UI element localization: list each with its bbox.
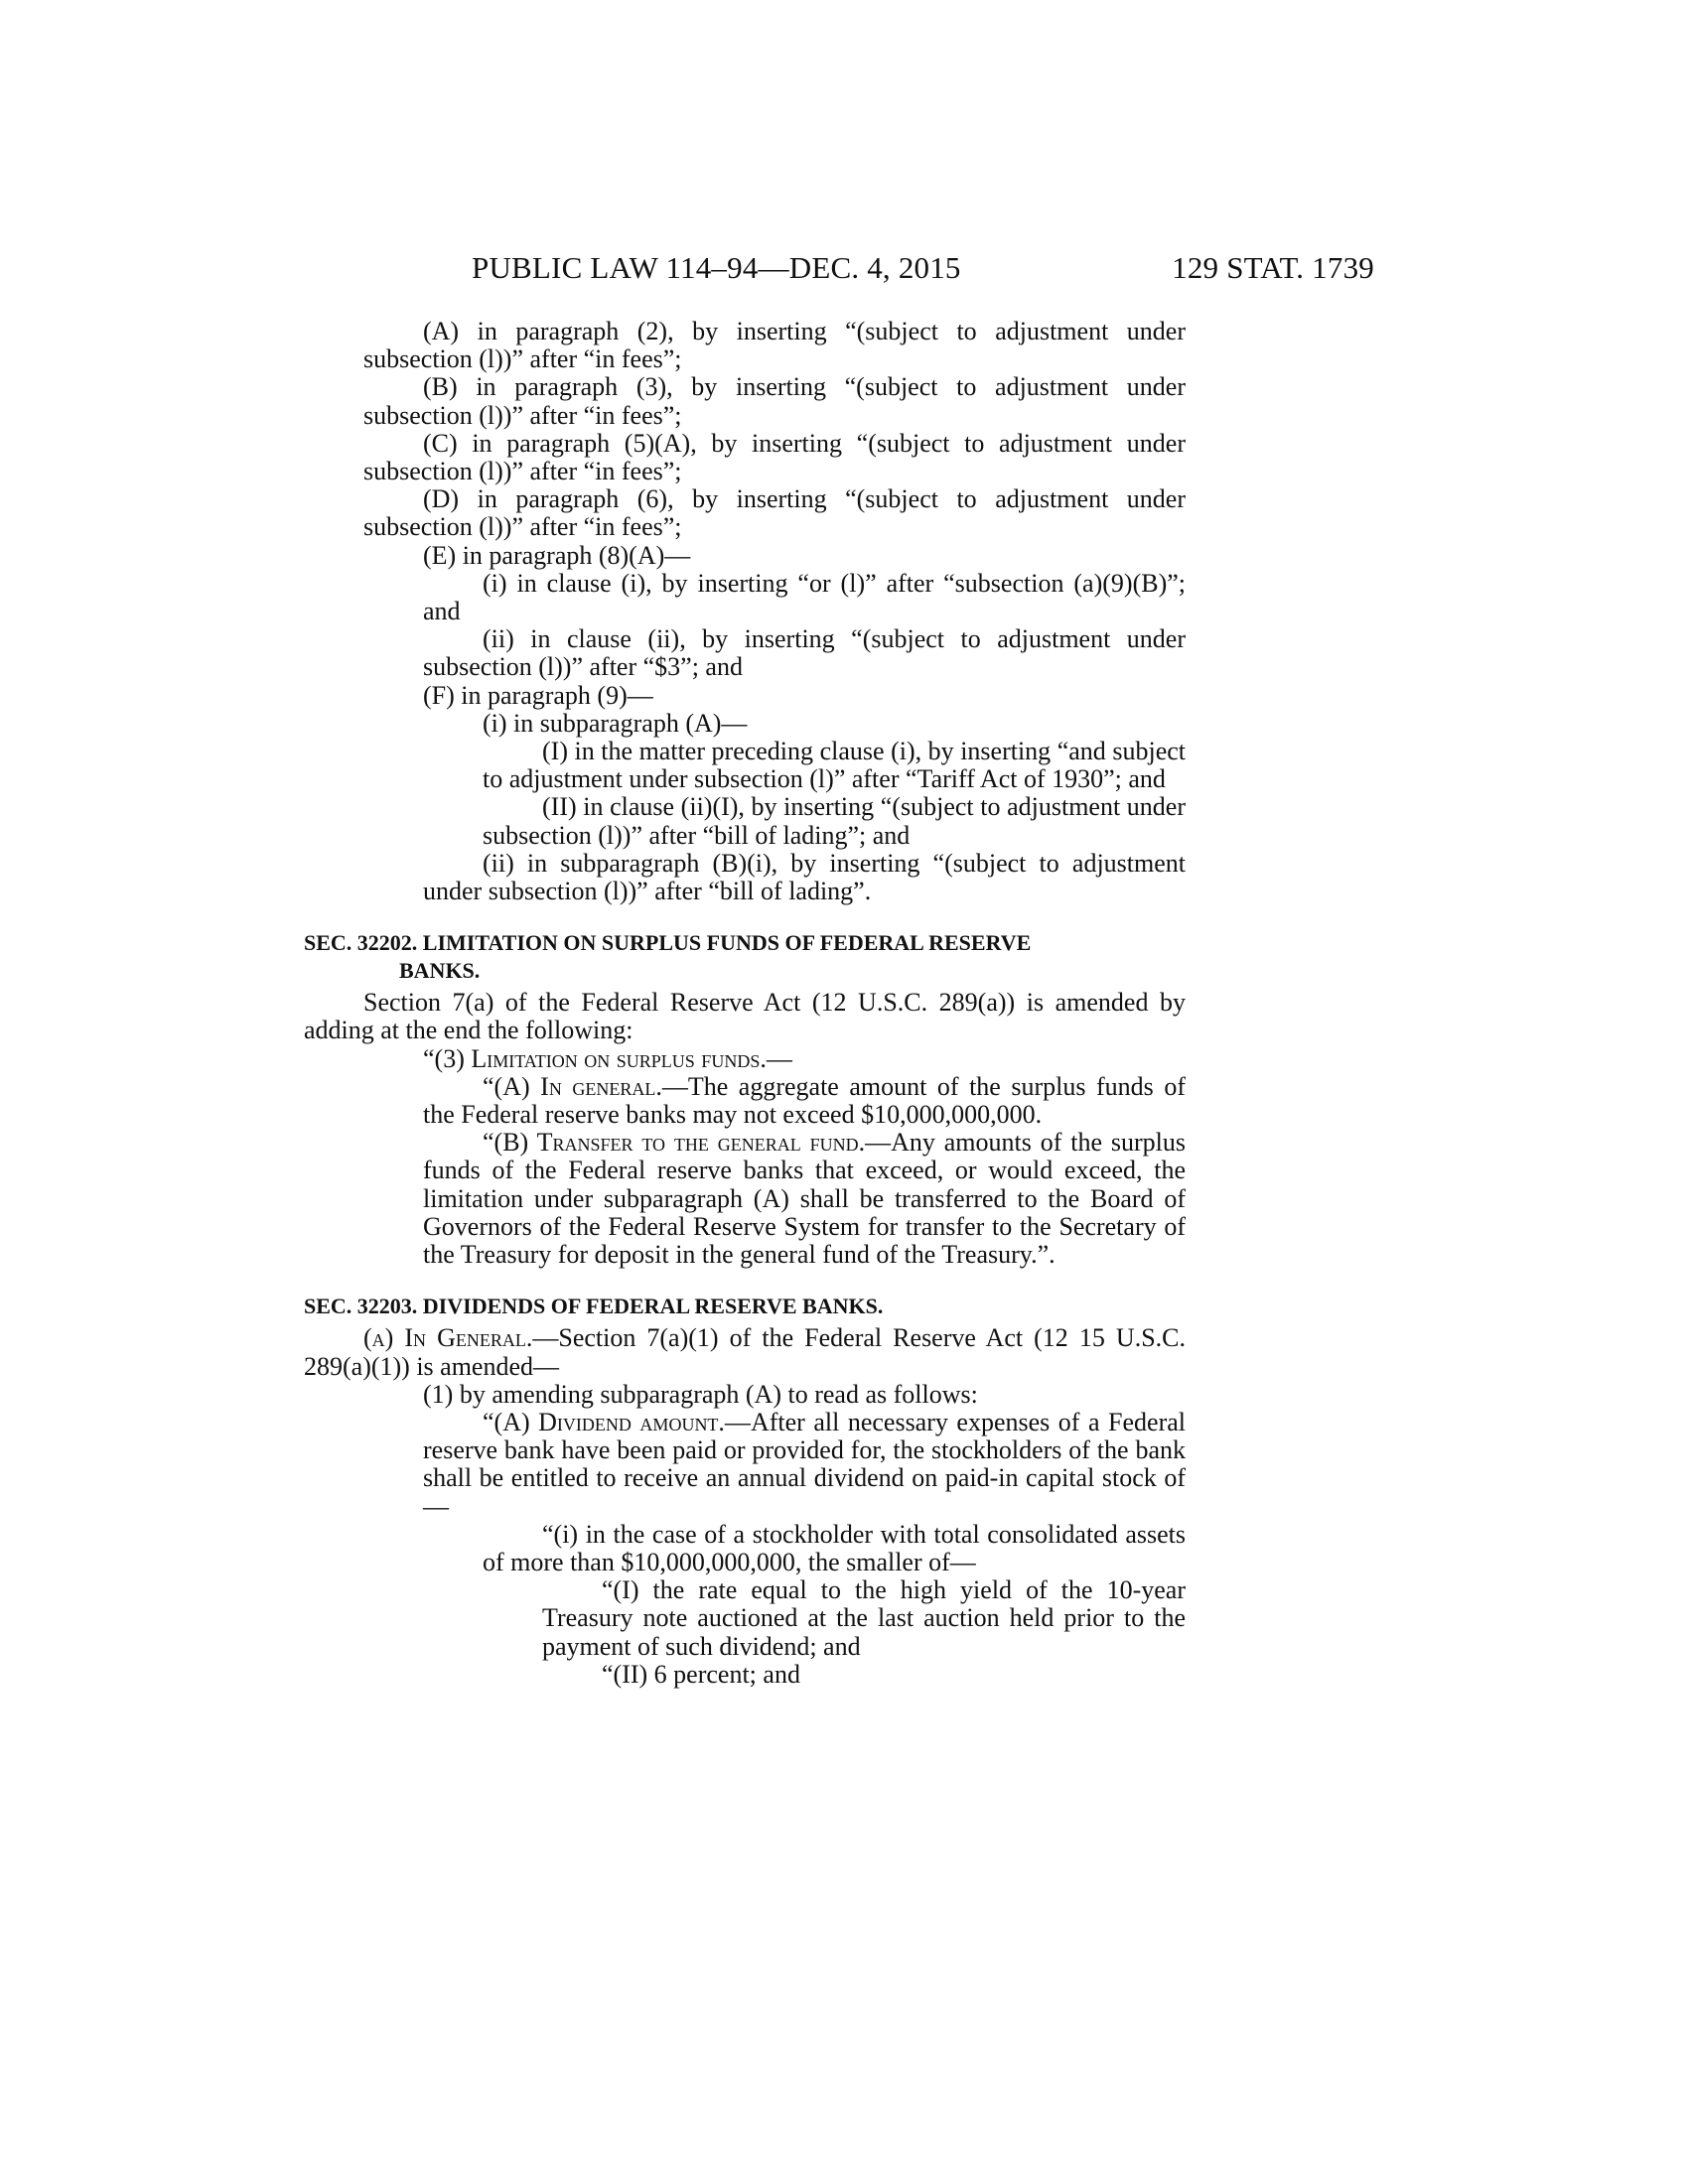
dividend-amount-label: “(A) Dividend amount.—	[483, 1407, 751, 1436]
section-heading-32203: SEC. 32203. DIVIDENDS OF FEDERAL RESERVE BANKS.	[304, 1294, 884, 1319]
amendment-subclause-f-i-II: (II) in clause (ii)(I), by inserting “(subject to adjustment under subsection (l))” after “bill of lading”; and	[483, 792, 1186, 850]
surplus-subparagraph-b-text: Any amounts of the surplus funds of the Federal reserve banks that exceed, or would exceed, the limitation under subparagraph (A) shall be transferred to the Board of Governors of the Federal Reserve System for transfer to the Secretary of the Treasury for deposit in the general fund of the Treasury.”.	[423, 1128, 1187, 1270]
dividend-amount-paragraph	[304, 1409, 1186, 1521]
amendment-clause-f-ii: (ii) in subparagraph (B)(i), by inserting “(subject to adjustment under subsection (l))” after “bill of lading”.	[423, 848, 1186, 906]
surplus-subparagraph-b	[304, 1129, 1186, 1269]
running-header	[298, 250, 1390, 294]
section-heading-32202	[304, 929, 1186, 985]
amendment-item-d: (D) in paragraph (6), by inserting “(subject to adjustment under subsection (l))” after “in fees”;	[363, 484, 1186, 542]
amendment-clause-f-i: (i) in subparagraph (A)—	[483, 708, 748, 738]
amendment-item-a: (A) in paragraph (2), by inserting “(subject to adjustment under subsection (l))” after “in fees”;	[363, 317, 1186, 374]
surplus-limitation-heading	[304, 1045, 1186, 1073]
dividends-item-1: (1) by amending subparagraph (A) to read as follows:	[423, 1379, 978, 1409]
header-page-number: 129 STAT. 1739	[1172, 250, 1374, 285]
dividends-subsection-a	[304, 1324, 1186, 1380]
amendment-item-e: (E) in paragraph (8)(A)—	[423, 540, 691, 570]
body-text	[304, 318, 1186, 1689]
surplus-subparagraph-a	[304, 1073, 1186, 1129]
surplus-limitation-label: “(3) Limitation on surplus funds.—	[423, 1043, 792, 1073]
amendment-clause-e-ii: (ii) in clause (ii), by inserting “(subject to adjustment under subsection (l))” after “$3”; and	[423, 624, 1186, 682]
section-heading-32202-line2: BANKS.	[399, 958, 481, 984]
amendment-item-b: (B) in paragraph (3), by inserting “(subject to adjustment under subsection (l))” after “in fees”;	[363, 372, 1186, 430]
amendment-item-c: (C) in paragraph (5)(A), by inserting “(subject to adjustment under subsection (l))” after “in fees”;	[363, 428, 1186, 486]
surplus-subparagraph-b-label: “(B) Transfer to the general fund.—	[483, 1128, 892, 1158]
surplus-subparagraph-a-label: “(A) In general.—	[483, 1071, 688, 1101]
amendment-item-f: (F) in paragraph (9)—	[423, 680, 653, 710]
dividend-amount-text: After all necessary expenses of a Federal reserve bank have been paid or provided for, the stockholders of the bank shall be entitled to receive an annual dividend on paid-in capital stock of—	[423, 1407, 1186, 1521]
dividends-subsection-a-label: (a) In General.—	[363, 1323, 559, 1353]
amendment-subclause-f-i-I: (I) in the matter preceding clause (i), by inserting “and subject to adjustment under subsection (l)” after “Tariff Act of 1930”; and	[483, 737, 1186, 794]
section-32202-intro: Section 7(a) of the Federal Reserve Act (12 U.S.C. 289(a)) is amended by adding at the end the following:	[304, 988, 1186, 1045]
amendment-clause-e-i: (i) in clause (i), by inserting “or (l)” after “subsection (a)(9)(B)”; and	[423, 568, 1186, 626]
header-citation: PUBLIC LAW 114–94—DEC. 4, 2015	[472, 250, 961, 285]
section-heading-32202-line1: SEC. 32202. LIMITATION ON SURPLUS FUNDS OF FEDERAL RESERVE	[304, 930, 1032, 956]
dividend-subclause-I: “(I) the rate equal to the high yield of the 10-year Treasury note auctioned at the last auction held prior to the payment of such dividend; and	[542, 1575, 1186, 1661]
surplus-subparagraph-a-text: The aggregate amount of the surplus funds of the Federal reserve banks may not exceed $10,000,000,000.	[423, 1071, 1186, 1130]
dividends-subsection-a-text: Section 7(a)(1) of the Federal Reserve Act (12 15 U.S.C. 289(a)(1)) is amended—	[304, 1323, 1186, 1381]
dividend-clause-i: “(i) in the case of a stockholder with total consolidated assets of more than $10,000,000,000, the smaller of—	[483, 1519, 1186, 1576]
dividend-subclause-II: “(II) 6 percent; and	[602, 1659, 800, 1689]
